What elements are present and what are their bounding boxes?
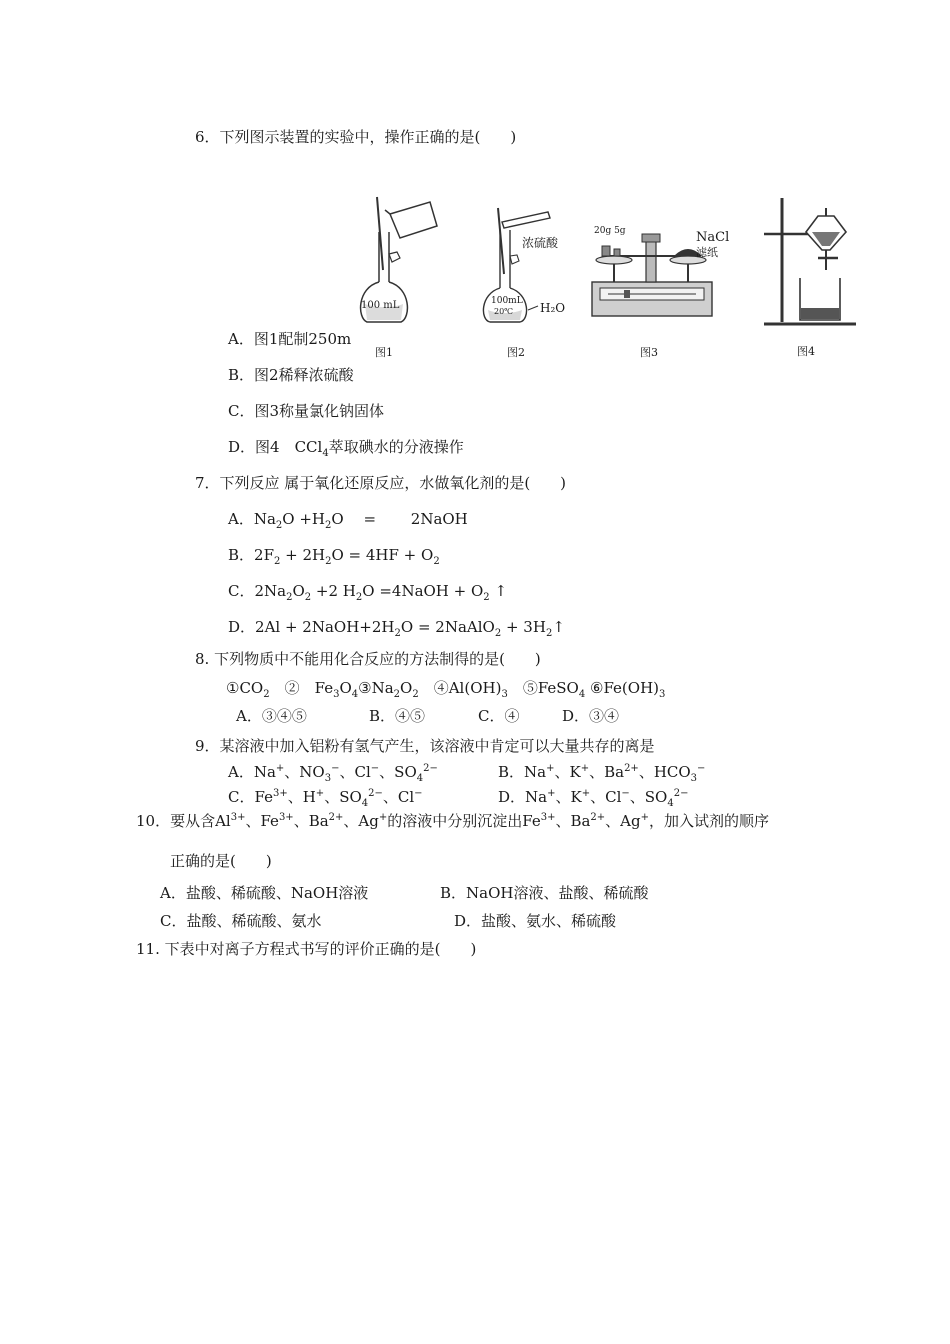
figure-3 (588, 222, 730, 322)
fig1-flask-label: 100 mL (361, 300, 400, 311)
figure-4 (760, 196, 860, 328)
figure-1 (355, 192, 445, 332)
q7-option-c: C．$2Na_2O_2 +2$ $H_2O$ =4NaOH + $O_2$ ↑ (228, 582, 508, 603)
q7-option-b: B．$2F_2 + 2H_2O = 4HF + O_2$ (228, 546, 440, 567)
q8-substances: $①CO_2$ ② $Fe_3O_4③Na_2O_2$ $④Al(OH)_3$ ⑤FeSO$_4$ $⑥Fe(OH)_3$ (226, 679, 666, 700)
q9-option-c: C．$Fe^{3+}$、H+、$SO_4^{2-}$、Cl− (228, 788, 423, 809)
fig3-caption: 图3 (640, 346, 658, 359)
q10-option-a: A．盐酸、稀硫酸、NaOH溶液 (160, 884, 369, 902)
q8-option-c: C．④ (478, 707, 520, 725)
fig4-caption: 图4 (797, 345, 815, 358)
fig2-water-label: H₂O (540, 301, 566, 315)
q10-option-c: C．盐酸、稀硫酸、氨水 (160, 912, 322, 930)
q7-stem: 7．下列反应 属于氧化还原反应，水做氧化剂的是( ) (195, 474, 567, 492)
q8-option-d: D．③④ (562, 707, 620, 725)
q10-stem: 10．要从含$Al^{3+}$、$Fe^{3+}$、$Ba^{2+}$、Ag+的溶液中分别沉淀出$Fe^{3+}$、$Ba^{2+}$、Ag+，加入试剂的顺序 (136, 812, 770, 830)
q7-option-d: D．$2Al + 2NaOH+2H_2O$ = 2NaAlO$_2$ + $3H_2↑$ (228, 618, 565, 639)
q6-option-b: B．图2稀释浓硫酸 (228, 366, 354, 384)
q9-option-d: D．Na+、K+、Cl−、$SO_4^{2-}$ (498, 788, 689, 809)
q8-stem: 8. 下列物质中不能用化合反应的方法制得的是( ) (195, 650, 541, 668)
q8-option-b: B．④⑤ (369, 707, 426, 725)
fig3-salt-label: NaCl (696, 230, 730, 245)
q6-option-d: D．图4 CCl$_4$萃取碘水的分液操作 (228, 438, 464, 459)
q6-option-c: C．图3称量氯化钠固体 (228, 402, 385, 420)
q10-option-d: D．盐酸、氨水、稀硫酸 (454, 912, 617, 930)
fig2-mark-label: 20℃ (494, 307, 514, 316)
q6-option-a: A．图1配制250m (228, 330, 352, 348)
fig2-acid-label: 浓硫酸 (522, 236, 559, 250)
fig2-flask-label: 100mL (491, 296, 523, 306)
fig3-weights-label: 20g 5g (594, 226, 626, 236)
q7-option-a: A．$Na_2O +H_2O$ = 2NaOH (228, 510, 468, 531)
figure-2 (482, 204, 572, 329)
q9-option-a: A．Na+、$NO_3^-$、Cl−、$SO_4^{2-}$ (228, 763, 438, 784)
q9-option-b: B．Na+、K+、$Ba^{2+}$、$HCO_3^-$ (498, 763, 706, 784)
fig1-caption: 图1 (375, 346, 393, 359)
q6-stem: 6．下列图示装置的实验中，操作正确的是( ) (195, 128, 517, 146)
q10-stem-line2: 正确的是( ) (170, 852, 272, 870)
fig3-paper-label: 滤纸 (696, 246, 718, 259)
q11-stem: 11. 下表中对离子方程式书写的评价正确的是( ) (136, 940, 477, 958)
fig2-caption: 图2 (507, 346, 525, 359)
q9-stem: 9．某溶液中加入铝粉有氢气产生，该溶液中肯定可以大量共存的离是 (195, 737, 655, 755)
q8-option-a: A．③④⑤ (236, 707, 307, 725)
q10-option-b: B．NaOH溶液、盐酸、稀硫酸 (440, 884, 649, 902)
